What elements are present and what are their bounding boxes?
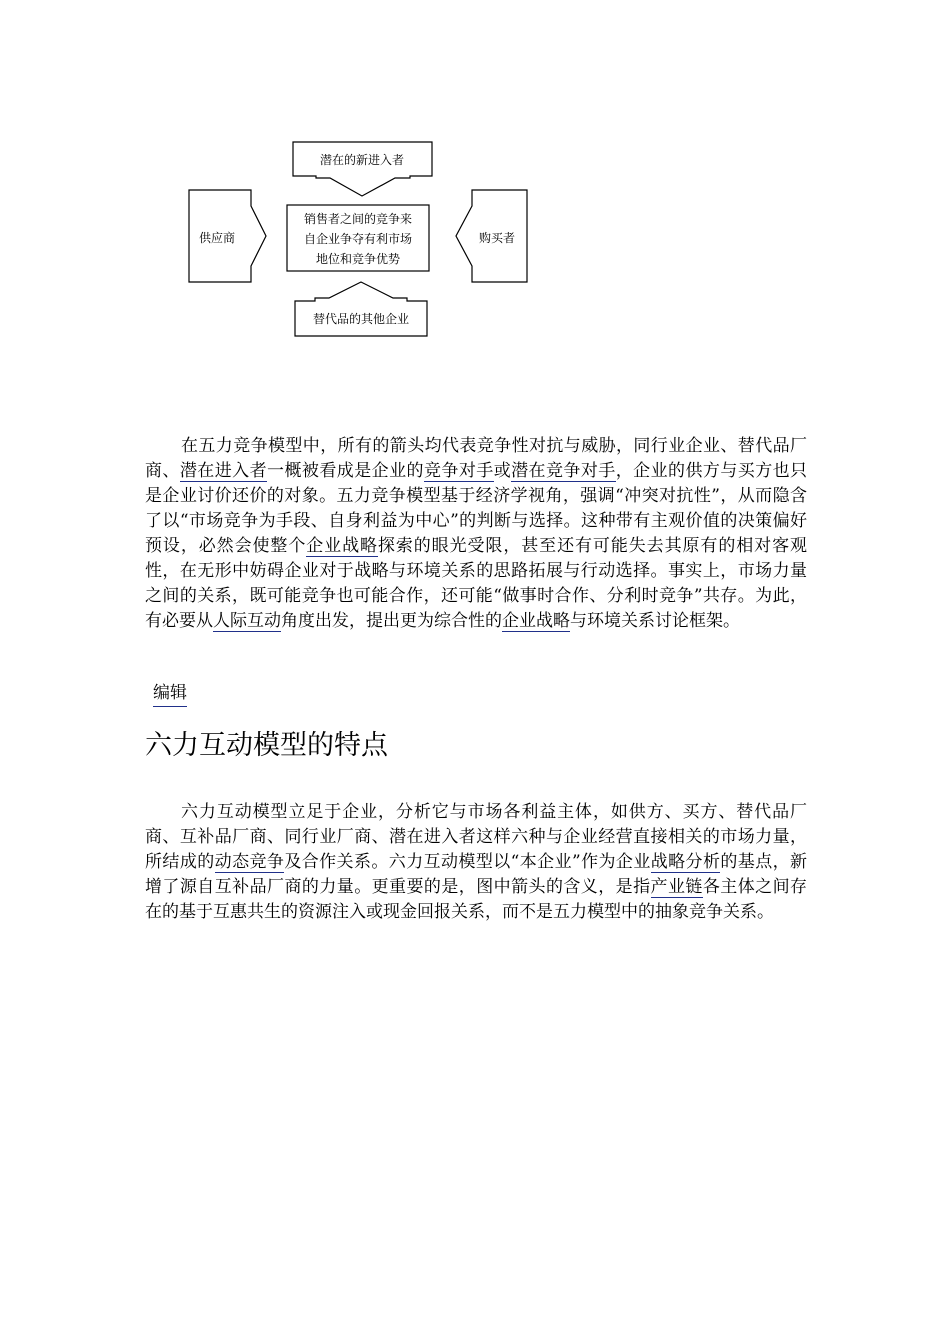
right-box-label: 购买者 [478,231,516,245]
paragraph-five-forces [145,434,807,634]
section-heading: 六力互动模型的特点 [145,730,388,761]
text-span: 角度出发，提出更为综合性的 [281,611,502,631]
text-span: 六力互动模型立足于企业，分析它与市场各利益主体，如供方、买方、替代品厂商、互补品厂商、同行业厂商、潜在进入者这样六种与企业经营直接相关的市场力量，所结成的 [145,802,807,872]
link-competitors[interactable]: 竞争对手 [423,461,494,481]
link-strategic-analysis[interactable]: 战略分析 [650,852,721,872]
paragraph-six-forces [145,800,807,925]
left-box-label: 供应商 [198,231,236,245]
link-corporate-strategy-2[interactable]: 企业战略 [502,611,570,631]
bottom-box-shape [295,282,427,336]
link-potential-competitors[interactable]: 潜在竞争对手 [511,461,616,481]
bottom-box-label: 替代品的其他企业 [312,312,410,326]
text-span: 及合作关系。六力互动模型以“本企业”作为企业 [284,852,651,872]
center-box-line-2: 自企业争夺有利市场 [303,232,413,246]
text-span: 在五力竞争模型中，所有的箭头均代表竞争性对抗与威胁，同行业企业、替代品厂商、 [145,436,807,481]
link-dynamic-competition[interactable]: 动态竞争 [214,852,285,872]
center-box-line-1: 销售者之间的竞争来 [303,212,413,226]
text-span: 与环境关系讨论框架。 [570,611,740,631]
text-span: ，企业的供方与买方也只是企业讨价还价的对象。五力竞争模型基于经济学视角，强调“冲突对抗性”，从而隐含了以“市场竞争为手段、自身利益为中心”的判断与选择。这种带有主观价值的决策偏好预设，必然会使整个 [145,461,808,556]
link-industry-chain[interactable]: 产业链 [650,877,703,897]
link-corporate-strategy[interactable]: 企业战略 [306,536,378,556]
top-box-label: 潜在的新进入者 [319,153,405,167]
text-span: 或 [493,461,512,481]
link-interpersonal-interaction[interactable]: 人际互动 [213,611,281,631]
center-box-line-3: 地位和竞争优势 [315,252,401,266]
five-forces-diagram [0,0,950,400]
link-potential-entrants[interactable]: 潜在进入者 [179,461,268,481]
top-box-shape [293,142,432,196]
text-span: 的基点，新增了源自互补品厂商的力量。更重要的是，图中箭头的含义，是指 [145,852,808,897]
text-span: 探索的眼光受限，甚至还有可能失去其原有的相对客观性，在无形中妨碍企业对于战略与环境关系的思路拓展与行动选择。事实上，市场力量之间的关系，既可能竞争也可能合作，还可能“做事时合作、分利时竞争”共存。为此，有必要从 [145,536,808,631]
text-span: 各主体之间存在的基于互惠共生的资源注入或现金回报关系，而不是五力模型中的抽象竞争关系。 [145,877,808,922]
text-span: 一概被看成是企业的 [267,461,424,481]
edit-link[interactable]: 编辑 [153,681,187,707]
